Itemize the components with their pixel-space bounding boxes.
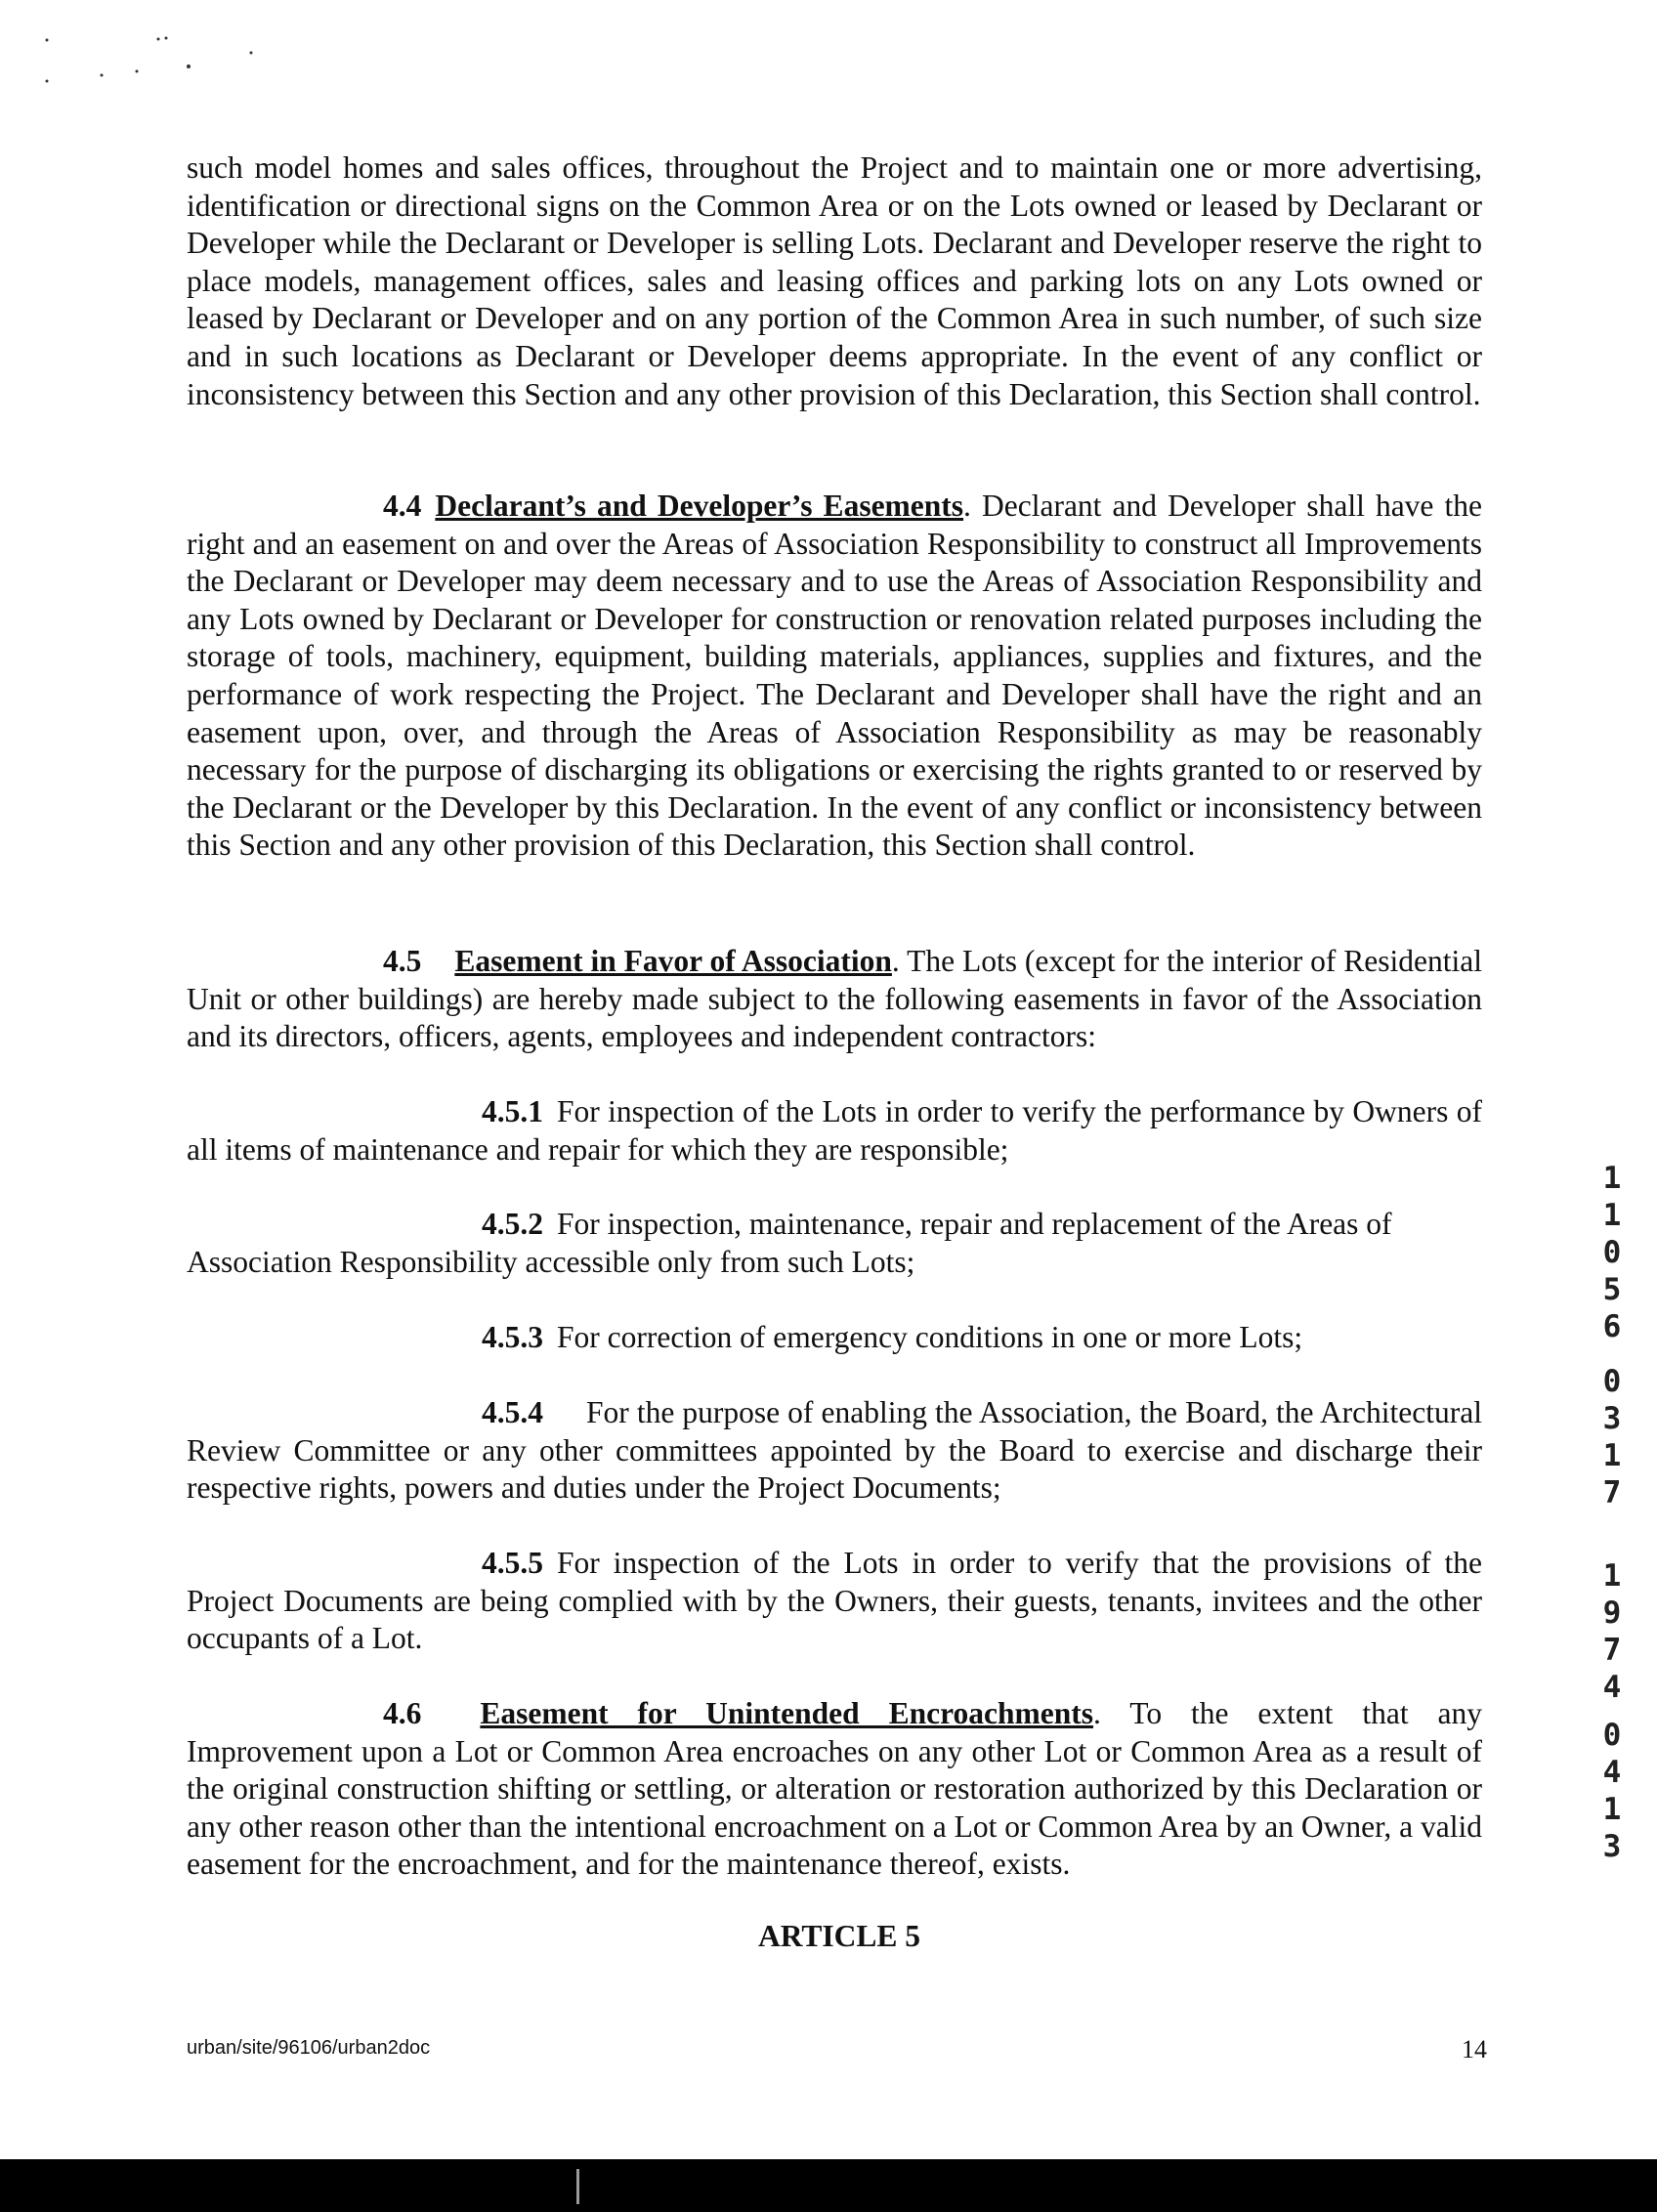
scan-border-mark (576, 2169, 579, 2204)
stamp-char: 3 (1602, 1401, 1622, 1436)
stamp-char: 5 (1602, 1272, 1622, 1307)
margin-stamp-group-3 (1593, 1557, 1632, 1706)
subsection-4-5-5-paragraph (187, 1545, 1482, 1658)
stamp-char: 1 (1602, 1198, 1622, 1233)
subsection-4-5-3-number: 4.5.3 (482, 1320, 543, 1354)
section-4-5-heading: Easement in Favor of Association (454, 944, 892, 978)
stamp-char: 7 (1602, 1475, 1622, 1510)
margin-stamp-group-1 (1593, 1160, 1632, 1345)
subsection-4-5-4-text: For the purpose of enabling the Association, the Board, the Architectural Review Committee or any other committees appointed by the Board to exercise and discharge their respective rights, powers and duties under the Project Documents; (187, 1395, 1482, 1506)
subsection-4-5-4-number: 4.5.4 (482, 1395, 543, 1429)
subsection-4-5-3 (187, 1319, 1482, 1357)
page-number: 14 (1462, 2035, 1487, 2063)
subsection-4-5-2-number: 4.5.2 (482, 1207, 543, 1241)
stamp-char: 9 (1602, 1595, 1622, 1631)
stamp-char: 4 (1602, 1670, 1622, 1705)
subsection-4-5-3-paragraph (187, 1319, 1482, 1357)
section-4-5-number: 4.5 (383, 944, 422, 978)
subsection-4-5-5-number: 4.5.5 (482, 1546, 543, 1580)
subsection-4-5-3-text: For correction of emergency conditions in one or more Lots; (557, 1320, 1303, 1354)
section-4-6-heading: Easement for Unintended Encroachments (480, 1696, 1094, 1730)
paragraph-continuation-text: such model homes and sales offices, throughout the Project and to maintain one or more advertising, identification or directional signs on the Common Area or on the Lots owned or leased by Declarant or Developer while the Declarant or Developer is selling Lots. Declarant and Developer reserve the right to place models, management offices, sales and leasing offices and parking lots on any Lots owned or leased by Declarant or Developer and on any portion of the Common Area in such number, of such size and in such locations as Declarant or Developer deems appropriate. In the event of any conflict or inconsistency between this Section and any other provision of this Declaration, this Section shall control. (187, 150, 1482, 411)
subsection-4-5-4 (187, 1394, 1482, 1508)
subsection-4-5-4-paragraph (187, 1394, 1482, 1508)
subsection-4-5-2-paragraph (187, 1206, 1482, 1281)
subsection-4-5-1-number: 4.5.1 (482, 1094, 543, 1128)
stamp-char: 4 (1602, 1755, 1622, 1790)
margin-stamp-group-2 (1593, 1363, 1632, 1511)
stamp-char: 7 (1602, 1633, 1622, 1668)
section-4-5 (187, 943, 1482, 1056)
section-4-5-paragraph (187, 943, 1482, 1056)
stamp-char: 1 (1602, 1161, 1622, 1196)
footer-file-path: urban/site/96106/urban2doc (187, 2037, 431, 2059)
section-4-6-number: 4.6 (383, 1696, 422, 1730)
subsection-4-5-2-text: For inspection, maintenance, repair and replacement of the Areas of Association Responsibility accessible only from such Lots; (187, 1207, 1392, 1279)
subsection-4-5-1-text: For inspection of the Lots in order to verify the performance by Owners of all items of maintenance and repair for which they are responsible; (187, 1094, 1482, 1167)
stamp-char: 1 (1602, 1438, 1622, 1473)
section-4-5-text: . The Lots (except for the interior of Residential Unit or other buildings) are hereby made subject to the following easements in favor of the Association and its directors, officers, agents, employees and independent contractors: (187, 944, 1482, 1054)
section-4-4-number: 4.4 (383, 489, 422, 523)
margin-stamp-group-4 (1593, 1717, 1632, 1865)
section-4-6-text: . To the extent that any Improvement upon a Lot or Common Area encroaches on any other Lot or Common Area as a result of the original construction shifting or settling, or alteration or restoration authorized by this Declaration or any other reason other than the intentional encroachment on a Lot or Common Area by an Owner, a valid easement for the encroachment, and for the maintenance thereof, exists. (187, 1696, 1482, 1882)
section-4-4-heading: Declarant’s and Developer’s Easements (435, 489, 964, 523)
scan-bottom-border (0, 2159, 1657, 2212)
stamp-char: 0 (1602, 1235, 1622, 1270)
subsection-4-5-1-paragraph (187, 1093, 1482, 1169)
stamp-char: 0 (1602, 1718, 1622, 1753)
stamp-char: 0 (1602, 1364, 1622, 1399)
article-title: ARTICLE 5 (757, 1919, 921, 1953)
section-4-4-paragraph (187, 488, 1482, 865)
section-4-6 (187, 1695, 1482, 1884)
stamp-char: 6 (1602, 1309, 1622, 1344)
stamp-char: 1 (1602, 1792, 1622, 1827)
stamp-char: 1 (1602, 1558, 1622, 1594)
scan-specks (39, 29, 332, 127)
subsection-4-5-5 (187, 1545, 1482, 1658)
section-4-4 (187, 488, 1482, 865)
subsection-4-5-2 (187, 1206, 1482, 1281)
section-4-4-text: . Declarant and Developer shall have the right and an easement on and over the Areas of Association Responsibility to construct all Improvements the Declarant or Developer may deem necessary and to use the Areas of Association Responsibility and any Lots owned by Declarant or Developer for construction or renovation related purposes including the storage of tools, machinery, equipment, building materials, appliances, supplies and fixtures, and the performance of work respecting the Project. The Declarant and Developer shall have the right and an easement upon, over, and through the Areas of Association Responsibility as may be reasonably necessary for the purpose of discharging its obligations or exercising the rights granted to or reserved by the Declarant or the Developer by this Declaration. In the event of any conflict or inconsistency between this Section and any other provision of this Declaration, this Section shall control. (187, 489, 1482, 863)
body-paragraph-continuation (187, 149, 1482, 413)
section-4-6-paragraph (187, 1695, 1482, 1884)
subsection-4-5-1 (187, 1093, 1482, 1169)
subsection-4-5-5-text: For inspection of the Lots in order to verify that the provisions of the Project Documents are being complied with by the Owners, their guests, tenants, invitees and the other occupants of a Lot. (187, 1546, 1482, 1656)
stamp-char: 3 (1602, 1829, 1622, 1864)
